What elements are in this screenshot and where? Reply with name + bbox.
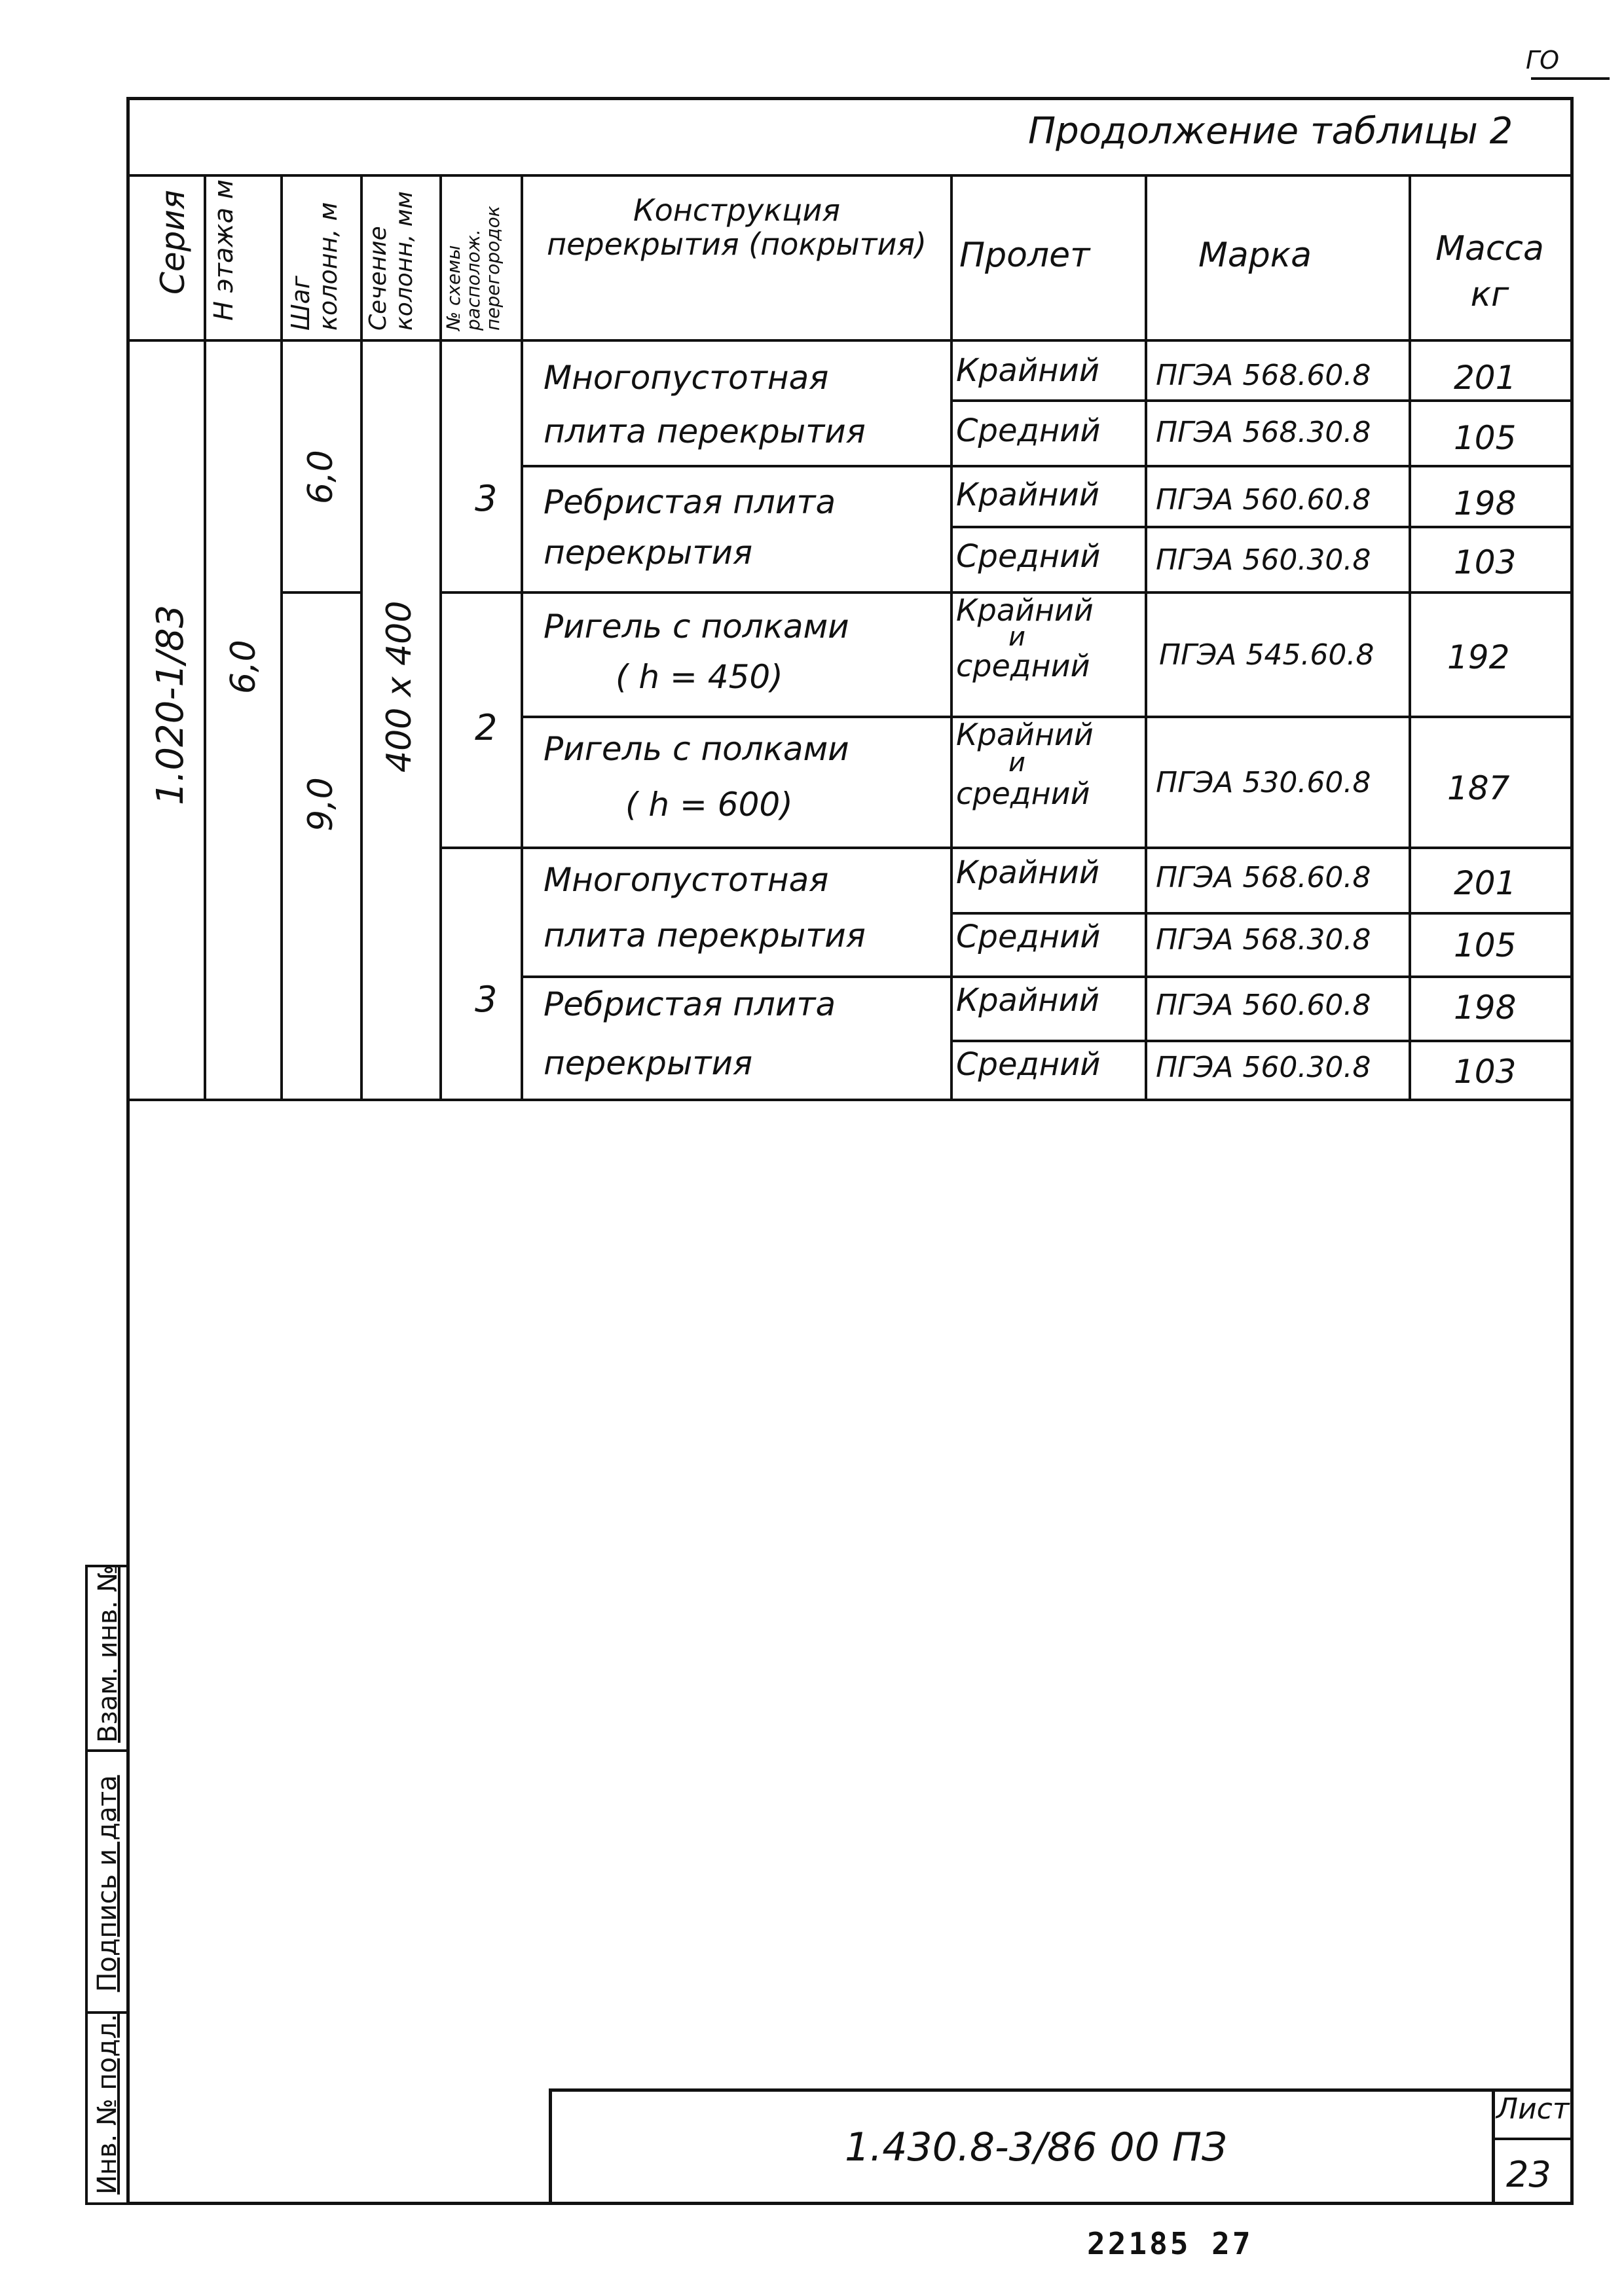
step-value-2: 9,0	[301, 777, 341, 831]
row-mark: ПГЭА 560.60.8	[1156, 483, 1371, 517]
row-mass: 192	[1447, 638, 1510, 676]
row-construction: перекрытия	[544, 1044, 753, 1082]
row-mark: ПГЭА 530.60.8	[1156, 766, 1371, 799]
header-mass: Масса кг	[1435, 229, 1544, 314]
header-scheme: № схемы располож. перегородок	[443, 206, 504, 331]
header-mark: Марка	[1198, 236, 1312, 275]
row-mass: 105	[1454, 419, 1517, 457]
row-mass: 105	[1454, 926, 1517, 964]
row-span: Средний	[956, 538, 1101, 575]
corner-mark: ГО	[1526, 46, 1560, 75]
row-construction: плита перекрытия	[544, 412, 866, 450]
row-span-middle: средний	[956, 648, 1090, 683]
row-span: Крайний	[956, 477, 1099, 513]
step-value-1: 6,0	[301, 450, 341, 504]
row-span-middle: средний	[956, 776, 1090, 811]
row-construction-note: ( h = 600)	[625, 786, 793, 824]
sheet-separator	[1492, 2138, 1574, 2140]
row-mark: ПГЭА 568.30.8	[1156, 416, 1371, 449]
height-value: 6,0	[224, 640, 263, 694]
row-span: Крайний	[956, 352, 1099, 389]
row-construction: Ребристая плита	[544, 985, 836, 1023]
header-series: Серия	[154, 190, 192, 295]
row-construction: Многопустотная	[544, 861, 829, 899]
row-construction: Ригель с полками	[544, 730, 849, 768]
scheme-value-1: 3	[475, 478, 498, 519]
row-construction: Многопустотная	[544, 359, 829, 397]
row-mark: ПГЭА 560.30.8	[1156, 543, 1371, 577]
row-mark: ПГЭА 560.30.8	[1156, 1051, 1371, 1084]
document-code: 1.430.8-3/86 00 ПЗ	[845, 2124, 1227, 2170]
row-mass: 198	[1454, 989, 1517, 1027]
header-span: Пролет	[959, 236, 1090, 275]
row-mass: 201	[1454, 359, 1517, 397]
section-value: 400 х 400	[380, 600, 419, 773]
row-span-and: и	[1008, 622, 1025, 652]
row-construction-note: ( h = 450)	[616, 658, 783, 696]
row-mass: 187	[1447, 769, 1510, 807]
row-span: Крайний	[956, 717, 1094, 752]
row-span: Крайний	[956, 982, 1099, 1019]
row-construction: Ребристая плита	[544, 483, 836, 521]
stamp-inv-podl: Инв. № подл.	[92, 2014, 122, 2195]
row-mass: 201	[1454, 864, 1517, 902]
row-mark: ПГЭА 545.60.8	[1159, 638, 1375, 672]
row-span: Средний	[956, 919, 1101, 955]
row-mark: ПГЭА 568.60.8	[1156, 359, 1371, 392]
stamp-separator	[88, 1749, 129, 1752]
row-mark: ПГЭА 560.60.8	[1156, 989, 1371, 1022]
series-value: 1.020-1/83	[149, 604, 192, 805]
header-section: Сечение колонн, мм	[365, 191, 418, 331]
stamp-vzam: Взам. инв. №	[93, 1565, 123, 1743]
header-step: Шаг колонн, м	[286, 202, 342, 331]
row-span-and: и	[1008, 748, 1025, 778]
scheme-value-3: 3	[475, 979, 498, 1020]
row-span: Средний	[956, 1046, 1101, 1083]
row-mass: 198	[1454, 484, 1517, 522]
row-mass: 103	[1454, 1053, 1517, 1091]
header-construction: Конструкция перекрытия (покрытия)	[547, 192, 927, 262]
row-mark: ПГЭА 568.30.8	[1156, 923, 1371, 957]
row-mass: 103	[1454, 543, 1517, 581]
scheme-value-2: 2	[475, 707, 498, 748]
row-construction: плита перекрытия	[544, 917, 866, 955]
header-load: Н этажа м	[209, 179, 239, 321]
row-construction: перекрытия	[544, 534, 753, 572]
stamp-column	[85, 1565, 126, 2205]
stamp-podpis: Подпись и дата	[92, 1775, 122, 1992]
footer-number: 22185 27	[1087, 2226, 1253, 2261]
row-span: Крайний	[956, 592, 1094, 628]
row-mark: ПГЭА 568.60.8	[1156, 861, 1371, 894]
sheet-label: Лист	[1496, 2092, 1570, 2126]
row-construction: Ригель с полками	[544, 608, 849, 646]
row-span: Средний	[956, 412, 1101, 449]
continuation-title: Продолжение таблицы 2	[1028, 110, 1513, 153]
sheet-number: 23	[1506, 2154, 1551, 2195]
row-span: Крайний	[956, 854, 1099, 891]
